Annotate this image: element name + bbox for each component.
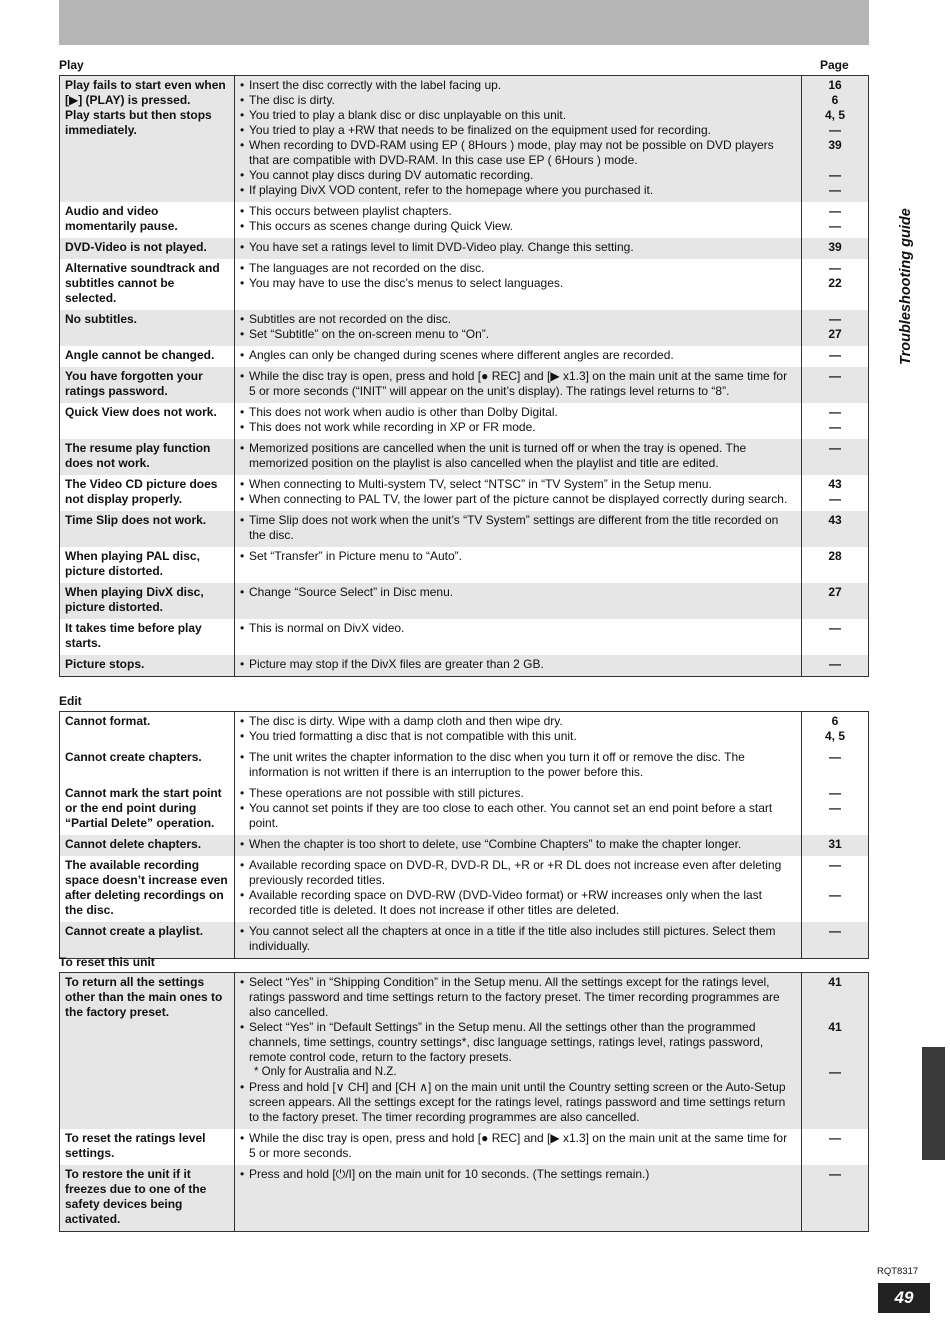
- table-row: [60, 973, 869, 1130]
- solution-item: • Press and hold [∨ CH] and [CH ∧] on the main unit until the Country setting screen or the Auto-Setup screen appears. All the settings except for the ratings level, ratings password and time settings return to the factory preset. The timer recording programmes are also cancelled.: [240, 1080, 796, 1125]
- page-ref: [807, 1035, 863, 1050]
- solution-item: • Picture may stop if the DivX files are greater than 2 GB.: [240, 657, 796, 672]
- page-ref: 6: [831, 93, 839, 107]
- play-troubleshooting-table: [59, 75, 869, 677]
- page-ref: 41: [828, 1020, 842, 1034]
- problem-text: The resume play function does not work.: [65, 441, 211, 470]
- table-row: [60, 238, 869, 259]
- page-cell: [802, 1129, 869, 1165]
- page-cell: [802, 922, 869, 959]
- page-cell: [802, 511, 869, 547]
- table-row: [60, 403, 869, 439]
- problem-text: Cannot create chapters.: [65, 750, 202, 764]
- solution-cell: [235, 1129, 802, 1165]
- solution-cell: [235, 346, 802, 367]
- solution-item: • While the disc tray is open, press and hold [● REC] and [▶ x1.3] on the main unit at the same time for 5 or more seconds.: [240, 1131, 796, 1161]
- problem-text: To return all the settings other than the main ones to the factory preset.: [65, 975, 223, 1019]
- page-ref: —: [829, 219, 841, 233]
- solution-item: • You cannot set points if they are too close to each other. You cannot set an end point before a start point.: [240, 801, 796, 831]
- solution-cell: [235, 922, 802, 959]
- solution-item: • Press and hold [⏻/I] on the main unit for 10 seconds. (The settings remain.): [240, 1167, 796, 1182]
- page-ref: —: [829, 657, 841, 671]
- solution-cell: [235, 973, 802, 1130]
- solution-cell: [235, 856, 802, 922]
- problem-cell: [60, 310, 235, 346]
- problem-cell: [60, 922, 235, 959]
- page-ref: —: [829, 924, 841, 938]
- problem-cell: [60, 619, 235, 655]
- solution-cell: [235, 259, 802, 310]
- solution-item: • Available recording space on DVD-RW (DVD-Video format) or +RW increases only when the last recorded title is deleted. It does not increase if other titles are deleted.: [240, 888, 796, 918]
- table-row: [60, 76, 869, 203]
- page-cell: [802, 784, 869, 835]
- problem-text: Time Slip does not work.: [65, 513, 207, 527]
- problem-cell: [60, 973, 235, 1130]
- table-row: [60, 511, 869, 547]
- solution-item: • This is normal on DivX video.: [240, 621, 796, 636]
- reset-troubleshooting-table: [59, 972, 869, 1232]
- problem-text: DVD-Video is not played.: [65, 240, 207, 254]
- table-row: [60, 835, 869, 856]
- solution-item: • If playing DivX VOD content, refer to the homepage where you purchased it.: [240, 183, 796, 198]
- page-cell: [802, 748, 869, 784]
- solution-item: • This does not work when audio is other than Dolby Digital.: [240, 405, 796, 420]
- page-cell: [802, 856, 869, 922]
- page-cell: [802, 439, 869, 475]
- problem-text: Picture stops.: [65, 657, 145, 671]
- problem-cell: [60, 511, 235, 547]
- page-cell: [802, 403, 869, 439]
- table-row: [60, 784, 869, 835]
- page-cell: [802, 619, 869, 655]
- page-cell: [802, 259, 869, 310]
- solution-cell: [235, 748, 802, 784]
- table-row: [60, 439, 869, 475]
- page-ref: [807, 1050, 863, 1065]
- solution-item: • Change “Source Select” in Disc menu.: [240, 585, 796, 600]
- page-ref: 22: [828, 276, 842, 290]
- problem-text: Audio and video momentarily pause.: [65, 204, 178, 233]
- table-row: [60, 712, 869, 749]
- page-ref: 4, 5: [824, 729, 845, 743]
- solution-cell: [235, 547, 802, 583]
- page-cell: [802, 973, 869, 1130]
- solution-cell: [235, 475, 802, 511]
- page-ref: 4, 5: [824, 108, 845, 122]
- problem-cell: [60, 835, 235, 856]
- table-row: [60, 922, 869, 959]
- solution-cell: [235, 238, 802, 259]
- solution-item: • Set “Transfer” in Picture menu to “Auto”.: [240, 549, 796, 564]
- solution-item: • You tried formatting a disc that is not compatible with this unit.: [240, 729, 796, 744]
- problem-text: When playing PAL disc, picture distorted.: [65, 549, 200, 578]
- page-ref: 39: [828, 240, 842, 254]
- page-ref: [807, 873, 863, 888]
- page-ref: 27: [828, 585, 842, 599]
- page-ref: [807, 153, 863, 168]
- page-ref: 27: [828, 327, 842, 341]
- solution-item: • Available recording space on DVD-R, DVD-R DL, +R or +R DL does not increase even after deleting previously recorded titles.: [240, 858, 796, 888]
- solution-cell: [235, 619, 802, 655]
- problem-text: The available recording space doesn’t increase even after deleting recordings on the disc.: [65, 858, 228, 917]
- page-cell: [802, 1165, 869, 1232]
- document-code: RQT8317: [877, 1266, 919, 1277]
- problem-text: Play starts but then stops immediately.: [65, 108, 212, 137]
- problem-text: Cannot delete chapters.: [65, 837, 202, 851]
- solution-item: • You tried to play a blank disc or disc unplayable on this unit.: [240, 108, 796, 123]
- table-row: [60, 310, 869, 346]
- solution-item: • When connecting to PAL TV, the lower part of the picture cannot be displayed correctly during search.: [240, 492, 796, 507]
- solution-cell: [235, 310, 802, 346]
- page-ref: —: [829, 420, 841, 434]
- problem-cell: [60, 712, 235, 749]
- solution-item: • While the disc tray is open, press and hold [● REC] and [▶ x1.3] on the main unit at the same time for 5 or more seconds (“INIT” will appear on the unit’s display). The ratings level returns to “8”.: [240, 369, 796, 399]
- table-row: [60, 856, 869, 922]
- table-row: [60, 202, 869, 238]
- problem-cell: [60, 346, 235, 367]
- problem-cell: [60, 202, 235, 238]
- problem-text: Play fails to start even when [▶] (PLAY) is pressed.: [65, 78, 226, 107]
- problem-cell: [60, 76, 235, 203]
- page-cell: [802, 367, 869, 403]
- problem-cell: [60, 784, 235, 835]
- table-row: [60, 655, 869, 677]
- page-ref: 41: [828, 975, 842, 989]
- solution-item: • Insert the disc correctly with the label facing up.: [240, 78, 796, 93]
- page-ref: —: [829, 858, 841, 872]
- solution-item: • This occurs between playlist chapters.: [240, 204, 796, 219]
- page-ref: —: [829, 786, 841, 800]
- table-row: [60, 346, 869, 367]
- solution-item: • The unit writes the chapter information to the disc when you turn it off or remove the disc. The information is not written if there is an interruption to the power before this.: [240, 750, 796, 780]
- problem-text: To reset the ratings level settings.: [65, 1131, 206, 1160]
- solution-item: • Set “Subtitle” on the on-screen menu to “On”.: [240, 327, 796, 342]
- page-column-header: Page: [820, 58, 849, 72]
- section-title-play: Play: [59, 58, 84, 72]
- page-ref: —: [829, 204, 841, 218]
- page-cell: [802, 835, 869, 856]
- page-ref: 6: [831, 714, 839, 728]
- solution-item: • Angles can only be changed during scenes where different angles are recorded.: [240, 348, 796, 363]
- problem-text: Alternative soundtrack and subtitles cannot be selected.: [65, 261, 220, 305]
- problem-cell: [60, 748, 235, 784]
- page-cell: [802, 310, 869, 346]
- page-ref: [807, 1005, 863, 1020]
- page-ref: —: [829, 750, 841, 764]
- solution-cell: [235, 367, 802, 403]
- problem-cell: [60, 475, 235, 511]
- solution-item: • This does not work while recording in XP or FR mode.: [240, 420, 796, 435]
- solution-item: • You tried to play a +RW that needs to be finalized on the equipment used for recording.: [240, 123, 796, 138]
- solution-cell: [235, 712, 802, 749]
- solution-item: • These operations are not possible with still pictures.: [240, 786, 796, 801]
- page-ref: —: [829, 123, 841, 137]
- problem-cell: [60, 1165, 235, 1232]
- problem-text: To restore the unit if it freezes due to one of the safety devices being activated.: [65, 1167, 207, 1226]
- problem-text: Cannot format.: [65, 714, 151, 728]
- page-ref: 31: [828, 837, 842, 851]
- problem-cell: [60, 547, 235, 583]
- problem-cell: [60, 583, 235, 619]
- page-cell: [802, 475, 869, 511]
- problem-cell: [60, 259, 235, 310]
- problem-text: When playing DivX disc, picture distorted.: [65, 585, 204, 614]
- page-cell: [802, 202, 869, 238]
- solution-item: • Memorized positions are cancelled when the unit is turned off or when the tray is opened. The memorized position on the playlist is also cancelled when the playlist and title are edited.: [240, 441, 796, 471]
- solution-item: • When connecting to Multi-system TV, select “NTSC” in “TV System” in the Setup menu.: [240, 477, 796, 492]
- page-cell: [802, 712, 869, 749]
- solution-footnote: * Only for Australia and N.Z.: [254, 1066, 397, 1078]
- page-ref: —: [829, 888, 841, 902]
- side-section-label: Troubleshooting guide: [898, 208, 914, 365]
- table-row: [60, 1165, 869, 1232]
- problem-text: The Video CD picture does not display properly.: [65, 477, 218, 506]
- page-cell: [802, 547, 869, 583]
- page-cell: [802, 655, 869, 677]
- page-ref: —: [829, 621, 841, 635]
- page-ref: 43: [828, 477, 842, 491]
- page-ref: [807, 990, 863, 1005]
- problem-cell: [60, 439, 235, 475]
- solution-item: • You have set a ratings level to limit DVD-Video play. Change this setting.: [240, 240, 796, 255]
- page-ref: —: [829, 1167, 841, 1181]
- page-ref: —: [829, 183, 841, 197]
- page-ref: —: [829, 348, 841, 362]
- solution-item: • Subtitles are not recorded on the disc.: [240, 312, 796, 327]
- solution-cell: [235, 835, 802, 856]
- page-cell: [802, 346, 869, 367]
- solution-cell: [235, 76, 802, 203]
- table-row: [60, 748, 869, 784]
- page-ref: —: [829, 1065, 841, 1079]
- page-ref: —: [829, 801, 841, 815]
- solution-cell: [235, 784, 802, 835]
- problem-cell: [60, 856, 235, 922]
- solution-cell: [235, 511, 802, 547]
- problem-text: Cannot mark the start point or the end point during “Partial Delete” operation.: [65, 786, 222, 830]
- table-row: [60, 475, 869, 511]
- problem-text: No subtitles.: [65, 312, 138, 326]
- table-row: [60, 367, 869, 403]
- problem-text: It takes time before play starts.: [65, 621, 202, 650]
- solution-item: • Time Slip does not work when the unit’s “TV System” settings are different from the title recorded on the disc.: [240, 513, 796, 543]
- page-ref: 16: [828, 78, 842, 92]
- page-ref: —: [829, 492, 841, 506]
- page-ref: —: [829, 405, 841, 419]
- solution-item: • When recording to DVD-RAM using EP ( 8Hours ) mode, play may not be possible on DVD players that are compatible with DVD-RAM. In this case use EP ( 6Hours ) mode.: [240, 138, 796, 168]
- page-ref: 39: [828, 138, 842, 152]
- table-row: [60, 1129, 869, 1165]
- solution-item: • The disc is dirty. Wipe with a damp cloth and then wipe dry.: [240, 714, 796, 729]
- page-cell: [802, 76, 869, 203]
- page-ref: 28: [828, 549, 842, 563]
- problem-cell: [60, 655, 235, 677]
- solution-item: • You cannot play discs during DV automatic recording.: [240, 168, 796, 183]
- solution-item: • Select “Yes” in “Shipping Condition” in the Setup menu. All the settings except for the ratings level, ratings password and time settings return to the factory preset. The timer recording programmes are also cancelled.: [240, 975, 796, 1020]
- page-ref: —: [829, 1131, 841, 1145]
- solution-cell: [235, 655, 802, 677]
- section-title-reset: To reset this unit: [59, 955, 155, 969]
- page-ref: 43: [828, 513, 842, 527]
- page-ref: —: [829, 441, 841, 455]
- section-title-edit: Edit: [59, 694, 82, 708]
- problem-cell: [60, 367, 235, 403]
- problem-cell: [60, 1129, 235, 1165]
- table-row: [60, 259, 869, 310]
- solution-cell: [235, 1165, 802, 1232]
- page-cell: [802, 583, 869, 619]
- solution-item: • The languages are not recorded on the disc.: [240, 261, 796, 276]
- solution-item: • The disc is dirty.: [240, 93, 796, 108]
- page-ref: —: [829, 312, 841, 326]
- page-ref: —: [829, 261, 841, 275]
- problem-text: Angle cannot be changed.: [65, 348, 215, 362]
- solution-item: • When the chapter is too short to delete, use “Combine Chapters” to make the chapter longer.: [240, 837, 796, 852]
- solution-cell: [235, 202, 802, 238]
- header-band: [59, 0, 869, 45]
- solution-item: • You may have to use the disc’s menus to select languages.: [240, 276, 796, 291]
- table-row: [60, 619, 869, 655]
- problem-text: Quick View does not work.: [65, 405, 217, 419]
- side-tab-marker: [922, 1047, 945, 1160]
- problem-cell: [60, 238, 235, 259]
- solution-cell: [235, 583, 802, 619]
- problem-cell: [60, 403, 235, 439]
- page-number: 49: [878, 1283, 930, 1313]
- solution-item: • Select “Yes” in “Default Settings” in the Setup menu. All the settings other than the programmed channels, time settings, country settings*, disc language settings, ratings level, ratings password, remote control code, return to the factory presets.: [240, 1020, 796, 1065]
- page-cell: [802, 238, 869, 259]
- edit-troubleshooting-table: [59, 711, 869, 959]
- problem-text: You have forgotten your ratings password.: [65, 369, 203, 398]
- table-row: [60, 583, 869, 619]
- page-ref: —: [829, 369, 841, 383]
- solution-cell: [235, 403, 802, 439]
- solution-item: • You cannot select all the chapters at once in a title if the title also includes still pictures. Select them individually.: [240, 924, 796, 954]
- table-row: [60, 547, 869, 583]
- page-ref: —: [829, 168, 841, 182]
- solution-cell: [235, 439, 802, 475]
- solution-item: • This occurs as scenes change during Quick View.: [240, 219, 796, 234]
- problem-text: Cannot create a playlist.: [65, 924, 204, 938]
